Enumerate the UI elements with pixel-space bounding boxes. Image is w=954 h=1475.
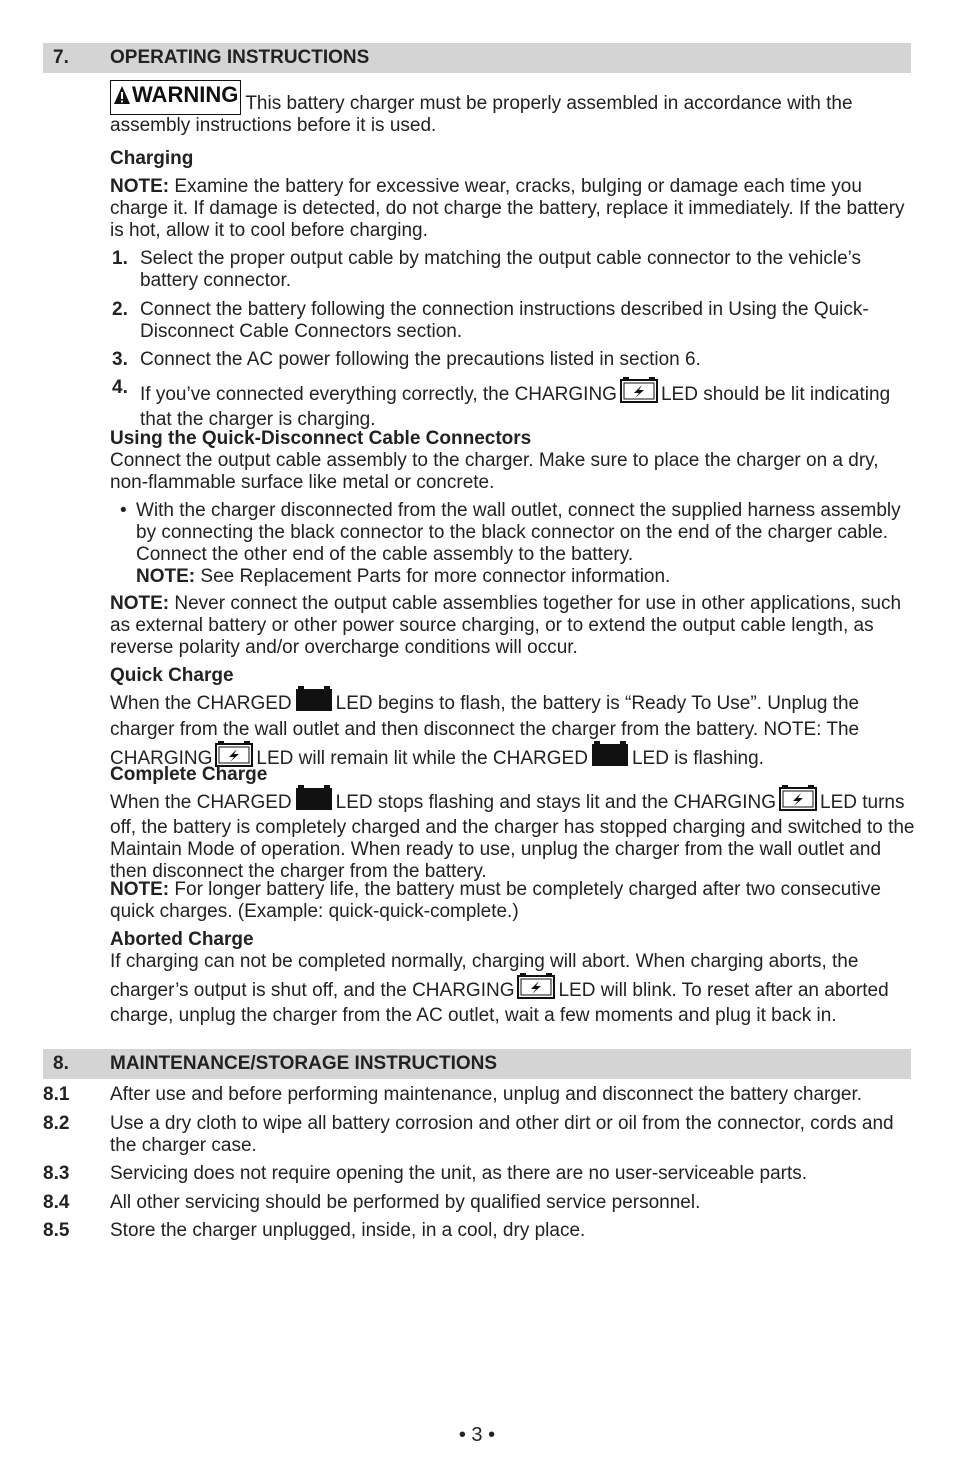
bullet-dot: • — [120, 500, 127, 521]
cc-text-3: LED turns off, the battery is completely charged and the charger has stopped charging and switched to the Maintain Mode of operation. When ready to use, unplug the charger from the wall outlet and then disconnect the charger from the battery. — [110, 792, 915, 882]
list-item — [43, 1220, 913, 1242]
section-number: 7. — [53, 47, 69, 68]
ac-text-2: LED will blink. To reset after an aborted charge, unplug the charger from the AC outlet, wait a few moments and plug it back in. — [110, 980, 889, 1026]
note-label: NOTE: — [136, 566, 196, 587]
page-number: • 3 • — [458, 1424, 496, 1446]
list-item-text: Store the charger unplugged, inside, in a cool, dry place. — [110, 1220, 586, 1241]
list-item-number: 8.2 — [43, 1113, 70, 1134]
note-label: NOTE: — [110, 593, 170, 614]
charged-led-icon — [295, 785, 333, 817]
warning-triangle-icon — [113, 84, 131, 112]
warning-label: WARNING — [132, 82, 239, 107]
warning-label-box — [110, 80, 241, 115]
quick-disconnect-intro: Connect the output cable assembly to the charger. Make sure to place the charger on a dry, non-flammable surface like metal or concrete. — [110, 450, 879, 493]
list-item-number: 8.4 — [43, 1192, 70, 1213]
list-item-number: 8.1 — [43, 1084, 70, 1105]
qc-text-1: When the CHARGED — [110, 693, 292, 714]
note-text: Examine the battery for excessive wear, cracks, bulging or damage each time you charge it. If damage is detected, do not charge the battery, replace it immediately. If the battery is hot, allow it to cool before charging. — [110, 176, 905, 241]
note-label: NOTE: — [110, 879, 170, 900]
list-item — [110, 377, 910, 431]
complete-charge-note — [110, 879, 915, 923]
list-item — [43, 1192, 913, 1214]
bullet-text: With the charger disconnected from the wall outlet, connect the supplied harness assembly by connecting the black connector to the black connector on the end of the charger cable. Connect the other end of the cable assembly to the battery. — [136, 500, 901, 565]
cc-text-2: LED stops flashing and stays lit and the CHARGING — [335, 792, 776, 813]
list-item-text: All other servicing should be performed by qualified service personnel. — [110, 1192, 701, 1213]
section-7-header — [43, 43, 911, 73]
charging-led-icon — [517, 973, 555, 1005]
charging-note — [110, 176, 915, 242]
complete-charge-heading: Complete Charge — [110, 764, 268, 785]
list-item-text: Servicing does not require opening the unit, as there are no user-serviceable parts. — [110, 1163, 808, 1184]
qc-text-3: LED will remain lit while the CHARGED — [256, 748, 588, 769]
list-item — [110, 299, 910, 343]
section-number: 8. — [53, 1053, 69, 1074]
warning-text: This battery charger must be properly assembled in accordance with the assembly instructions before it is used. — [110, 93, 853, 136]
list-item-number: 3. — [112, 349, 128, 370]
charging-led-icon — [620, 377, 658, 409]
list-item-text: Connect the AC power following the precautions listed in section 6. — [140, 349, 701, 370]
note-text: Never connect the output cable assemblies together for use in other applications, such as external battery or other power source charging, or to extend the output cable length, as reverse polarity and/or overcharge conditions will occur. — [110, 593, 902, 658]
list-item-text: After use and before performing maintenance, unplug and disconnect the battery charger. — [110, 1084, 863, 1105]
section-title: OPERATING INSTRUCTIONS — [110, 47, 370, 68]
list-item-number: 1. — [112, 248, 128, 269]
list-item-text: Use a dry cloth to wipe all battery corrosion and other dirt or oil from the connector, cords and the charger case. — [110, 1113, 894, 1156]
quick-charge-text — [110, 686, 915, 773]
cc-text-1: When the CHARGED — [110, 792, 292, 813]
complete-charge-text — [110, 785, 915, 883]
list-item-number: 8.5 — [43, 1220, 70, 1241]
list-item — [120, 500, 910, 588]
list-item-text: Connect the battery following the connection instructions described in Using the Quick-Disconnect Cable Connectors section. — [140, 299, 869, 342]
note-text: See Replacement Parts for more connector information. — [200, 566, 671, 587]
list-item — [43, 1163, 913, 1185]
list-item-number: 8.3 — [43, 1163, 70, 1184]
charging-heading: Charging — [110, 148, 194, 169]
list-item — [110, 248, 910, 292]
charging-led-icon — [779, 785, 817, 817]
list-item-text: Select the proper output cable by matching the output cable connector to the vehicle’s battery connector. — [140, 248, 862, 291]
list-item-number: 4. — [112, 377, 128, 398]
quick-charge-heading: Quick Charge — [110, 665, 234, 686]
qc-text-2: LED begins to flash, the battery is “Ready To Use”. Unplug the charger from the wall outlet and then disconnect the charger from the battery. NOTE: The CHARGING — [110, 693, 860, 769]
section-title: MAINTENANCE/STORAGE INSTRUCTIONS — [110, 1053, 498, 1074]
warning-paragraph — [110, 80, 915, 137]
output-cable-note — [110, 593, 915, 659]
section-8-header — [43, 1049, 911, 1079]
note-label: NOTE: — [110, 176, 170, 197]
aborted-charge-heading: Aborted Charge — [110, 929, 254, 950]
ac-text-1: If charging can not be completed normally, charging will abort. When charging aborts, the charger’s output is shut off, and the CHARGING — [110, 951, 859, 1001]
aborted-charge-text — [110, 951, 915, 1027]
list-item-number: 2. — [112, 299, 128, 320]
qc-text-4: LED is flashing. — [631, 748, 764, 769]
quick-disconnect-heading: Using the Quick-Disconnect Cable Connectors — [110, 428, 532, 449]
list-item — [110, 349, 910, 371]
list-item — [43, 1113, 913, 1157]
step-text-a: If you’ve connected everything correctly, the CHARGING — [140, 384, 617, 405]
note-text: For longer battery life, the battery must be completely charged after two consecutive quick charges. (Example: quick-quick-complete.) — [110, 879, 881, 922]
list-item-text — [140, 377, 910, 431]
list-item — [43, 1084, 913, 1106]
step-text-b: LED should be lit indicating that the charger is charging. — [140, 384, 891, 430]
charged-led-icon — [295, 686, 333, 718]
